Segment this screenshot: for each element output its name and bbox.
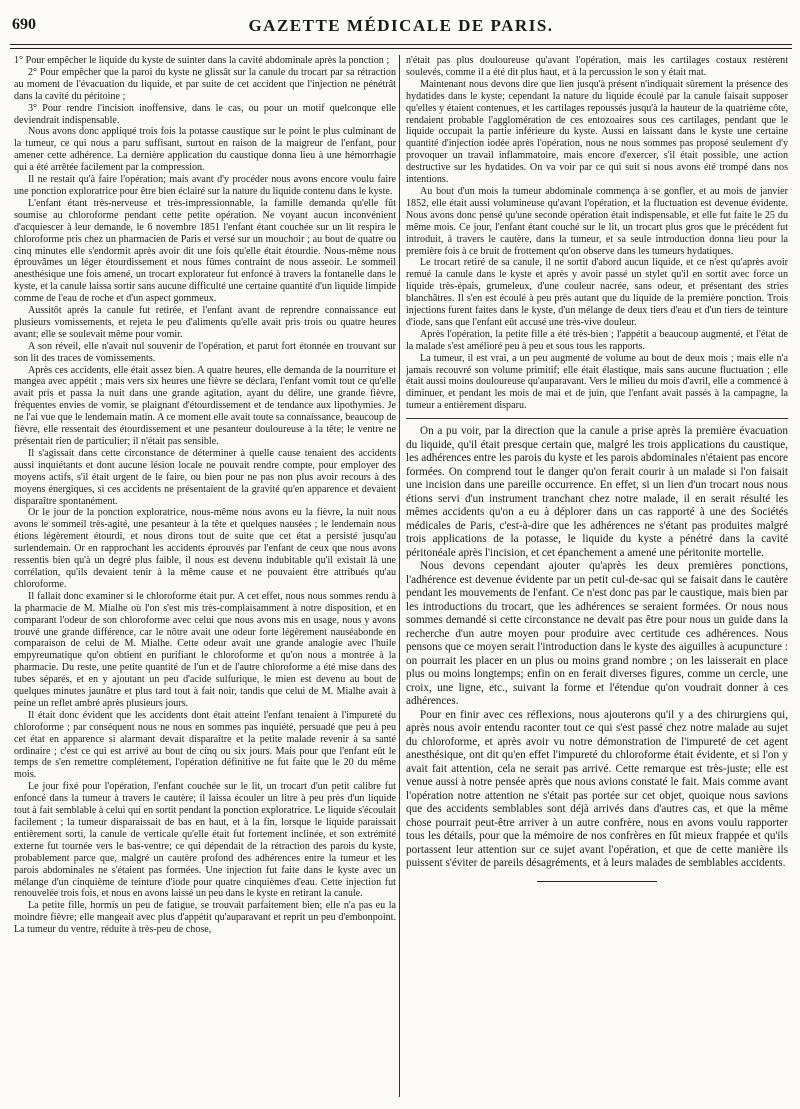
paragraph: La tumeur, il est vrai, a un peu augmenté de volume au bout de deux mois ; mais elle n'a jamais recouvré son volume primitif; elle était élastique, mais sans aucune fluctuation ; elle était aussi moins douloureuse qu'auparavant. Vers le milieu du mois d'avril, elle a commencé à diminuer, et pendant les mois de mai et de juin, que l'enfant avait passés à la campagne, la tumeur a entièrement disparu. <box>406 352 788 412</box>
paragraph: L'enfant étant très-nerveuse et très-impressionnable, la famille demanda qu'elle fût soumise au chloroforme pendant cette petite opération. Ne voyant aucun inconvénient d'acquiescer à leur demande, le 6 novembre 1851 l'enfant étant couchée sur un lit respira le chloroforme pris chez un pharmacien de Paris et versé sur un mouchoir ; au bout de quatre ou cinq minutes elle s'endormit après avoir dit une fois qu'elle était étourdie. Nous-même nous éprouvâmes un léger étourdissement et nous fûmes contraint de nous asseoir. Le sommeil anesthésique une fois amené, un trocart explorateur fut enfoncé à travers la fontanelle dans le kyste, et la canule laissa sortir sans aucune difficulté une certaine quantité d'un liquide limpide comme de l'eau de roche et d'un aspect gommeux. <box>14 197 396 305</box>
paragraph: Le trocart retiré de sa canule, il ne sortit d'abord aucun liquide, et ce n'est qu'après avoir remué la canule dans le kyste et après y avoir passé un stylet qu'il en sortit avec force un liquide très-épais, grumeleux, d'une couleur nacrée, sans odeur, et présentant des stries blanchâtres. Il s'en est écoulé à peu près autant que du liquide de la première ponction. Trois injections furent faites dans le kyste, d'un mélange de deux tiers d'eau et d'un tiers de teinture d'iode, sans que l'enfant eût accusé une très-vive douleur. <box>406 257 788 328</box>
paragraph: A son réveil, elle n'avait nul souvenir de l'opération, et parut fort étonnée en trouvant sur son lit des traces de vomissements. <box>14 340 396 364</box>
paragraph: Après ces accidents, elle était assez bien. A quatre heures, elle demanda de la nourriture et mangea avec appétit ; mais vers six heures une fièvre se déclara, l'enfant vomit tout ce qu'elle avait pris et passa la nuit dans une grande agitation, ayant du délire, une grande fièvre, fréquentes envies de vomir, se plaignant d'étourdissement et de tendance aux lipothymies. Je ne l'ai vue que le lendemain matin. A ce moment elle avait toute sa connaissance, beaucoup de fièvre, elle ressentait des étourdissement et une pesanteur douloureuse à la tête; le ventre ne présentait rien de particulier; il n'était pas sensible. <box>14 364 396 447</box>
paragraph: Le jour fixé pour l'opération, l'enfant couchée sur le lit, un trocart d'un petit calibre fut enfoncé dans la tumeur à travers le cautère; il laissa écouler un litre à peu près d'un liquide tout à fait semblable à celui qui en sortit pendant la ponction exploratrice. Le liquide s'écoulait facilement ; la tumeur disparaissait de bas en haut, et à la fin, lorsque le liquide paraissait entièrement sorti, la canule de verticale qu'elle était fut fortement inclinée, et son extrémité externe fut tournée vers le bas-ventre; ce qui dépendait de la rétraction des parois du kyste, probablement parce que, malgré un cautère profond des adhérences entre la tumeur et les parois abdominales ne s'étaient pas formées. Une injection fut faite dans le kyste avec un mélange d'un cinquième de teinture d'iode pour quatre cinquièmes d'eau. Cette injection fut renouvelée trois fois, et nous en avons laissé un peu dans le kyste en retirant la canule. <box>14 781 396 900</box>
header-rule-thin <box>10 48 792 49</box>
column-divider <box>399 55 400 1097</box>
page-number: 690 <box>12 16 36 33</box>
journal-title: GAZETTE MÉDICALE DE PARIS. <box>248 16 554 35</box>
right-column <box>406 55 788 1097</box>
paragraph: 1° Pour empêcher le liquide du kyste de suinter dans la cavité abdominale après la ponction ; <box>14 55 390 66</box>
paragraph: La petite fille, hormis un peu de fatigue, se trouvait parfaitement bien; elle n'a pas eu la moindre fièvre; elle mangeait avec plus d'appétit qu'auparavant et reprit un peu d'embonpoint. La tumeur du ventre, réduite à très-peu de chose, <box>14 900 396 936</box>
paragraph: Pour en finir avec ces réflexions, nous ajouterons qu'il y a des chirurgiens qui, après nous avoir entendu raconter tout ce qui s'est passé chez notre malade au sujet du chloroforme, et après avoir vu notre démonstration de l'impureté de cet agent anesthésique, ont dit qu'en effet l'impureté du chloroforme était évidente, et si l'on y avait fait attention, cela ne serait pas arrivé. Cette remarque est très-juste; elle est venue aussi à notre pensée après que nous avions constaté le fait. Mais comme avant l'opération notre attention ne s'était pas portée sur cet objet, quoique nous savions que des accidents semblables sont déjà arrivés dans d'autres cas, et que la même chose pourrait peut-être arriver à un autre confrère, nous en avons voulu rapporter tous les détails, pour que la mémoire de nos confrères en fût mieux frappée et qu'ils portassent leur attention sur ce sujet avant l'opération, et que de cette manière ils puissent s'éviter de pareils désagréments, et à leurs malades de semblables accidents. <box>406 708 788 870</box>
paragraph: On a pu voir, par la direction que la canule a prise après la première évacuation du liquide, qu'il était presque certain que, malgré les trois applications du caustique, les adhérences entre les parois du kyste et les parois abdominales n'étaient pas encore formées. On comprend tout le danger qu'on ferait courir à un malade si l'on faisait une incision dans une pareille occurrence. En effet, si un lien d'un trocart nous nous étions servi d'un instrument tranchant chez notre malade, il en serait résulté les mêmes accidents qu'on a eu à déplorer dans un cas rapporté à une des Sociétés médicales de Paris, c'est-à-dire que les adhérences ne s'étant pas produites malgré trois applications de la potasse, le liquide du kyste a pénétré dans la cavité péritonéale après l'incision, et cet épanchement a amené une péritonite mortelle. <box>406 425 788 559</box>
paragraph: 3° Pour rendre l'incision inoffensive, dans le cas, ou pour un motif quelconque elle deviendrait indispensable. <box>14 102 396 126</box>
header-rule <box>10 44 792 45</box>
paragraph: Maintenant nous devons dire que lien jusqu'à présent n'indiquait sûrement la présence des hydatides dans le kyste; cependant la nature du liquide écoulé par la canule faisait supposer qu'elles y étaient contenues, et les cartilages repoussés jusqu'à la hauteur de la quatrième côte, rendaient probable l'agglomération de ces entozoaires sous ces cartilages, pendant que le liquide occupait la partie inférieure du kyste. Aussi en laissant dans le kyste une certaine quantité d'injection iodée après l'opération, nous ne nous sommes pas proposé seulement d'y provoquer un travail inflammatoire, mais encore d'exercer, s'il était possible, une action destructive sur les hydatides. On va voir par ce qui suit si nous avons été trompé dans nos intentions. <box>406 78 788 186</box>
paragraph: Après l'opération, la petite fille a été très-bien ; l'appétit a beaucoup augmenté, et l'état de la malade s'est amélioré peu à peu et sous tous les rapports. <box>406 328 788 352</box>
paragraph: Aussitôt après la canule fut retirée, et l'enfant avant de reprendre connaissance eut plusieurs vomissements, et rejeta le peu d'aliments qu'elle avait pris trois ou quatre heures avant; elle se soulevait même pour vomir. <box>14 305 396 340</box>
paragraph: Il ne restait qu'à faire l'opération; mais avant d'y procéder nous avons encore voulu faire une ponction exploratrice pour être bien éclairé sur la nature du liquide contenu dans le kyste. <box>14 174 396 197</box>
paragraph: n'était pas plus douloureuse qu'avant l'opération, mais les cartilages costaux restèrent soulevés, comme il a été dit plus haut, et à la percussion le son y était mat. <box>406 55 788 78</box>
page-header <box>10 10 792 44</box>
paragraph: Il fallait donc examiner si le chloroforme était pur. A cet effet, nous nous sommes rendu à la pharmacie de M. Mialhe où l'on s'est mis très-complaisamment à notre disposition, et en comparant l'odeur de son chloroforme avec celui que nous avons mis en usage, nous y avons trouvé une grande différence, car le nôtre avait une odeur forte légèrement nauséabonde en comparaison de celui de M. Mialhe. Cette odeur avait une grande analogie avec l'huile empyreumatique qu'on obtient en purifiant le chloroforme et qu'on nous a montrée à la pharmacie. Du reste, une petite quantité de l'un et de l'autre chloroforme a été mise dans des tubes séparés, et en y ajoutant un peu d'acide sulfurique, le mien est devenu au bout de quelques minutes jaunâtre et plus tard tout à fait noir, tandis que celui de M. Mialhe avait à peine un reflet ambré après plusieurs jours. <box>14 590 396 709</box>
paragraph: 2° Pour empêcher que la paroi du kyste ne glissât sur la canule du trocart par sa rétraction au moment de l'évacuation du liquide, et par suite de cet accident que l'injection ne pénétrât dans la cavité du péritoine ; <box>14 66 396 102</box>
paragraph: Nous avons donc appliqué trois fois la potasse caustique sur le point le plus culminant de la tumeur, ce qui nous a paru suffisant, surtout en raison de la maigreur de l'enfant, pour amener cette adhérence. La dernière application du caustique donna lieu à une hémorrhagie qui a été arrêtée facilement par la compression. <box>14 126 396 174</box>
end-rule <box>537 881 657 882</box>
paragraph: Il était donc évident que les accidents dont était atteint l'enfant tenaient à l'impureté du chloroforme ; par conséquent nous ne nous en sommes pas inquiété, persuadé que peu à peu cet état en apparence si alarmant devait disparaître et la petite malade revenir à sa santé ordinaire ; c'est ce qui est arrivé au bout de cinq ou six jours. Mais pour que l'enfant eût le temps de s'en remettre complétement, l'opération définitive ne fut faite que le 20 du même mois. <box>14 709 396 781</box>
paragraph: Or le jour de la ponction exploratrice, nous-même nous avons eu la fièvre, la nuit nous avons le sommeil très-agité, une pesanteur à la tête et quelques nausées ; le lendemain nous étions légèrement étourdi, et nous dirons tout de suite que cet état a persisté jusqu'au surlendemain. Or en rapprochant les accidents éprouvés par l'enfant de ceux que nous avons ressentis bien qu'à un degré plus faible, il nous est devenu indubitable qu'il existait là une corrélation, qu'ils devaient tenir à la même cause et ne pouvaient être attribués qu'au chloroforme. <box>14 507 396 590</box>
paragraph: Il s'agissait dans cette circonstance de déterminer à quelle cause tenaient des accidents aussi inquiétants et dont aucune lésion locale ne pouvait rendre compte, pour employer des moyens actifs, s'il était urgent de le faire, ou bien pour ne pas non plus avoir recours à des moyens énergiques, si ces accidents ne présentaient de la gravité qu'en apparence et devaient disparaître spontanément. <box>14 447 396 507</box>
left-column <box>14 55 396 1097</box>
paragraph: Nous devons cependant ajouter qu'après les deux premières ponctions, l'adhérence est devenue évidente par un petit cul-de-sac qui se faisait dans le cautère pendant les mouvements de l'enfant. Ce n'est donc pas par le caustique, mais bien par les introductions du trocart, que les adhérences se seraient formées. Or nous nous sommes demandé si cette circonstance ne devait pas être pour nous un guide dans la recherche d'un autre moyen pour produire avec certitude ces adhérences. Nous pensons que ce moyen serait l'introduction dans le kyste des aiguilles à acupuncture : on pourrait les placer en un plus ou moins grand nombre ; on les laisserait en place plus ou moins longtemps; enfin on en ferait diverses figures, comme un cercle, une croix, une ligne, etc., suivant la forme et l'étendue qu'on voudrait donner à ces adhérences. <box>406 560 788 708</box>
paragraph: Au bout d'un mois la tumeur abdominale commença à se gonfler, et au mois de janvier 1852, elle était aussi volumineuse qu'avant l'opération, et la fluctuation est devenue évidente. Nous avons donc pensé qu'une seconde opération était indispensable, et elle fut faite le 25 du même mois. Ce jour, l'enfant étant couché sur le lit, un trocart plus gros que le précédent fut introduit, à travers le cautère, dans la tumeur, et sa seule introduction donna lieu pour la première fois à ce bruit de frottement qu'on observe dans les tumeurs hydatiques. <box>406 185 788 257</box>
section-divider <box>406 418 788 419</box>
